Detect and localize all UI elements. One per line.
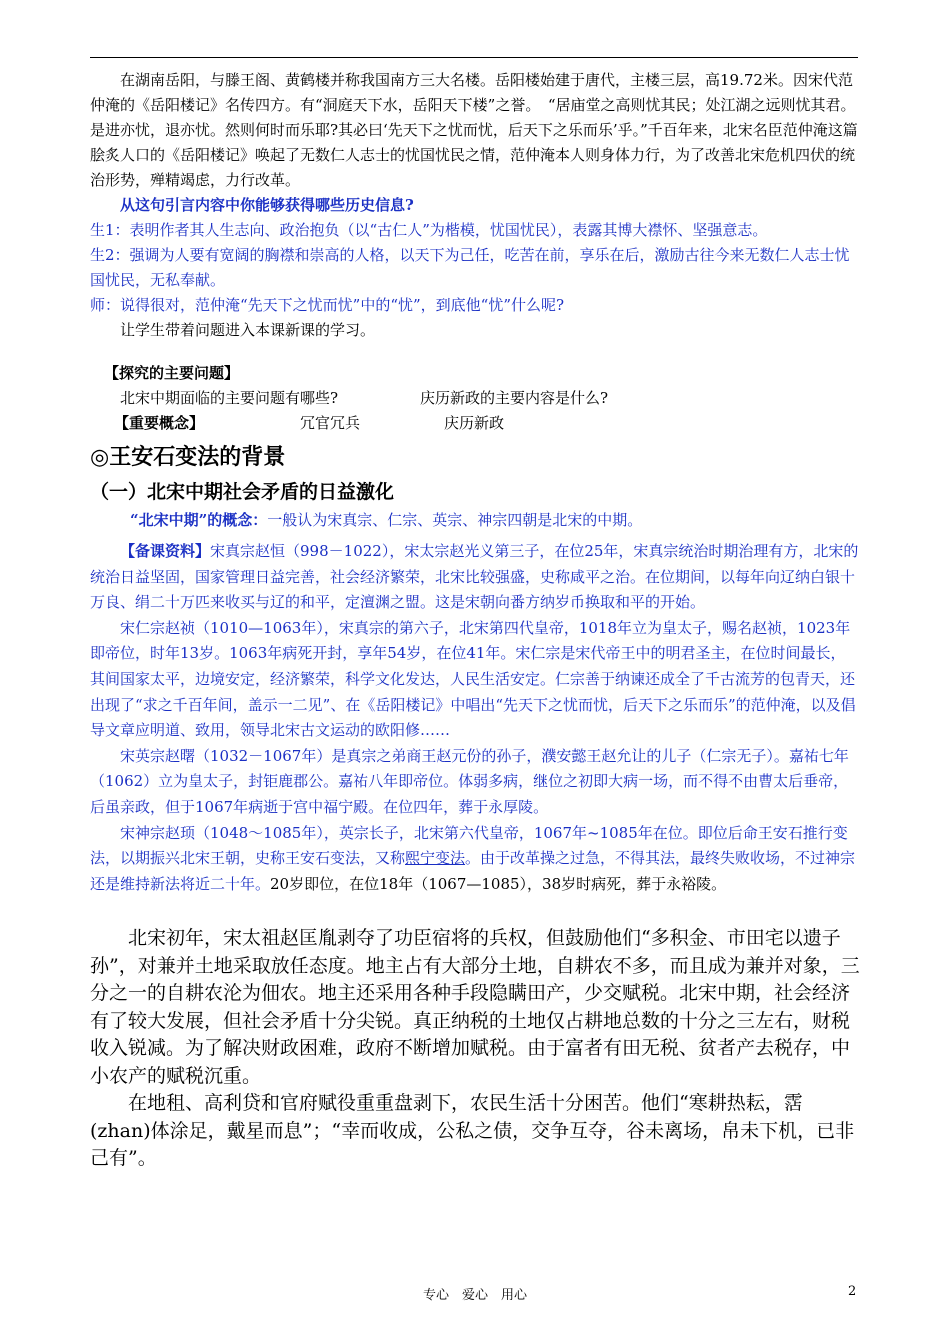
teacher-remark: 师：说得很对，范仲淹“先天下之忧而忧”中的“忧”，到底他“忧”什么呢? xyxy=(90,296,565,314)
material-label: 【备课资料】 xyxy=(120,542,211,560)
link-xining-reform[interactable]: 熙宁变法 xyxy=(405,849,466,868)
page-number: 2 xyxy=(848,1284,857,1299)
inquiry-question-2: 庆历新政的主要内容是什么? xyxy=(420,389,609,407)
inquiry-questions xyxy=(90,386,860,411)
body-paragraph-1: 北宋初年，宋太祖赵匡胤剥夺了功臣宿将的兵权，但鼓励他们“多积金、市田宅以遗子孙”，对兼并土地采取放任态度。地主占有大部分土地，自耕农不多，而且成为兼并对象，三分之一的自耕农沦为佃农。地主还采用各种手段隐瞒田产，少交赋税。北宋中期，社会经济有了较大发展，但社会矛盾十分尖锐。真正纳税的土地仅占耕地总数的十分之三左右，财税收入锐减。为了解决财政困难，政府不断增加赋税。由于富者有田无税、贫者产去税存，中小农产的赋税沉重。 xyxy=(90,927,860,1087)
inquiry-question-1: 北宋中期面临的主要问题有哪些? xyxy=(120,389,339,407)
concepts-heading: 【重要概念】 xyxy=(114,414,205,432)
subsection-title: （一）北宋中期社会矛盾的日益激化 xyxy=(90,481,395,503)
concept-2: 庆历新政 xyxy=(444,414,505,432)
body-paragraph-2: 在地租、高利贷和官府赋役重重盘剥下，农民生活十分困苦。他们“寒耕热耘，霑(zhan)体涂足，戴星而息”；“幸而收成，公私之债，交争互夺，谷未离场，帛未下机，已非己有”。 xyxy=(90,1092,855,1170)
student-answer-1: 生1：表明作者其人生志向、政治抱负（以“古仁人”为楷模，忧国忧民），表露其博大襟怀、坚强意志。 xyxy=(90,221,768,239)
prep-material xyxy=(90,539,860,897)
concept-text: 一般认为宋真宗、仁宗、英宗、神宗四朝是北宋的中期。 xyxy=(267,511,643,529)
footer-motto: 专心 爱心 用心 xyxy=(422,1288,527,1303)
lead-in-text: 让学生带着问题进入本课新课的学习。 xyxy=(120,321,376,339)
material-paragraph-1: 【备课资料】宋真宗赵恒（998－1022），宋太宗赵光义第三子，在位25年，宋真宗统治时期治理有方，北宋的统治日益坚固，国家管理日益完善，社会经济繁荣，北宋比较强盛，史称咸平之治。在位期间，以每年向辽纳白银十万良、绢二十万匹来收买与辽的和平，定澶渊之盟。这是宋朝向番方纳岁币换取和平的开始。 xyxy=(90,542,859,612)
section-title: ◎王安石变法的背景 xyxy=(90,445,286,470)
concepts-row xyxy=(90,411,860,436)
student-answer-2: 生2：强调为人要有宽阔的胸襟和崇高的人格，以天下为己任，吃苦在前，享乐在后，激励古往今来无数仁人志士忧国忧民，无私奉献。 xyxy=(90,246,850,289)
material-paragraph-3: 宋英宗赵曙（1032－1067年）是真宗之弟商王赵元份的孙子，濮安懿王赵允让的儿子（仁宗无子）。嘉祐七年（1062）立为皇太子，封钜鹿郡公。嘉祐八年即帝位。体弱多病，继位之初即大病一场，而不得不由曹太后垂帝，后虽亲政，但于1067年病逝于宫中福宁殿。在位四年，葬于永厚陵。 xyxy=(90,746,849,816)
page-content xyxy=(90,68,860,1173)
concept-definition xyxy=(90,508,860,533)
intro-question: 从这句引言内容中你能够获得哪些历史信息? xyxy=(120,196,414,214)
material-paragraph-4: 宋神宗赵顼（1048～1085年），英宗长子，北宋第六代皇帝，1067年~1085年在位。即位后命王安石推行变法，以期振兴北宋王朝，史称王安石变法，又称熙宁变法。由于改革操之过急，不得其法，最终失败收场，不过神宗还是维持新法将近二十年。20岁即位，在位18年（1067—1085），38岁时病死，葬于永裕陵。 xyxy=(90,823,856,893)
intro-paragraph: 在湖南岳阳，与滕王阁、黄鹤楼并称我国南方三大名楼。岳阳楼始建于唐代，主楼三层，高19.72米。因宋代范仲淹的《岳阳楼记》名传四方。有“洞庭天下水，岳阳天下楼”之誉。 “居庙堂之高则忧其民；处江湖之远则忧其君。是进亦忧，退亦忧。然则何时而乐耶?其必曰‘先天下之忧而忧，后天下之乐而乐’乎。”千百年来，北宋名臣范仲淹这篇脍炙人口的《岳阳楼记》唤起了无数仁人志士的忧国忧民之情，范仲淹本人则身体力行，为了改善北宋危机四伏的统治形势，殚精竭虑，力行改革。 xyxy=(90,71,858,189)
concept-label: “北宋中期”的概念： xyxy=(130,511,268,529)
material-paragraph-2: 宋仁宗赵祯（1010—1063年），宋真宗的第六子，北宋第四代皇帝，1018年立为皇太子，赐名赵祯，1023年即帝位，时年13岁。1063年病死开封，享年54岁，在位41年。宋仁宗是宋代帝王中的明君圣主，在位时间最长，其间国家太平，边境安定，经济繁荣，科学文化发达，人民生活安定。仁宗善于纳谏还成全了千古流芳的包青天，还出现了“求之千百年间，盖示一二见”、在《岳阳楼记》中唱出“先天下之忧而忧，后天下之乐而乐”的范仲淹，以及倡导文章应明道、致用，领导北宋古文运动的欧阳修…… xyxy=(90,618,856,740)
concept-1: 冗官冗兵 xyxy=(300,414,361,432)
inquiry-heading: 【探究的主要问题】 xyxy=(104,364,240,382)
header-rule xyxy=(90,57,858,58)
